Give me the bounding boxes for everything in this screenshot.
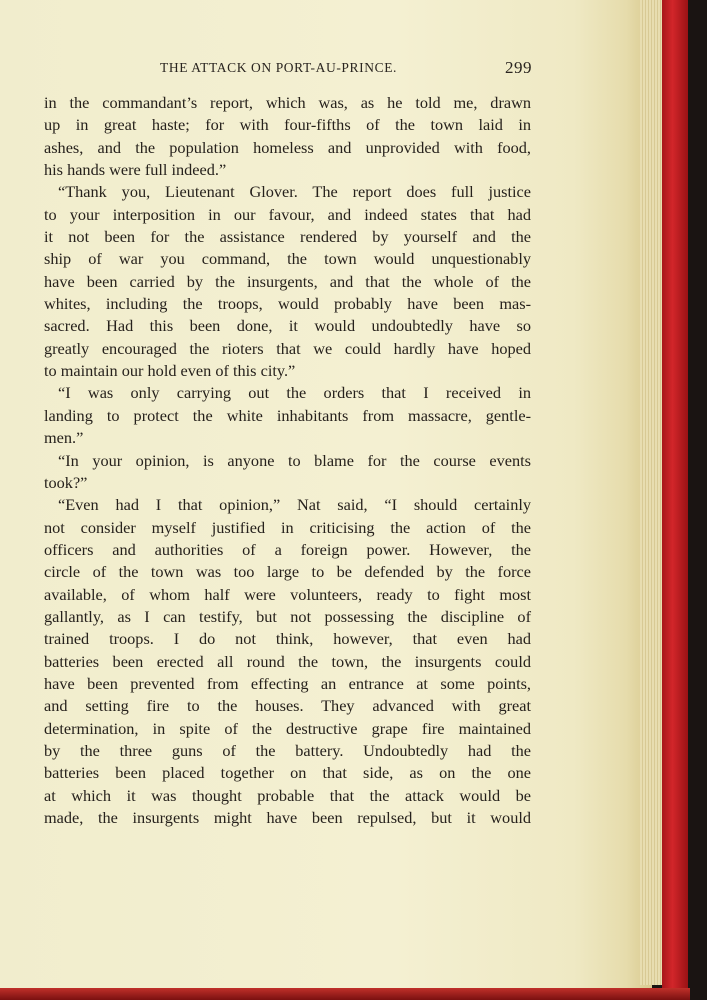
text-line: up in great haste; for with four-fifths of the town laid in [44, 115, 531, 135]
text-line: batteries been placed together on that side, as on the one [44, 763, 531, 783]
text-line: circle of the town was too large to be defended by the force [44, 562, 531, 582]
text-line: batteries been erected all round the town, the insurgents could [44, 651, 531, 671]
text-line: at which it was thought probable that the attack would be [44, 785, 531, 805]
text-line: men.” [44, 428, 84, 448]
text-line: ship of war you command, the town would unquestionably [44, 249, 531, 269]
text-line: have been carried by the insurgents, and that the whole of the [44, 271, 531, 291]
text-line: determination, in spite of the destructive grape fire maintained [44, 718, 531, 738]
book-cover-edge [662, 0, 688, 995]
text-line: whites, including the troops, would probably have been mas- [44, 294, 531, 314]
text-line: “I was only carrying out the orders that I received in [58, 383, 531, 403]
text-line: trained troops. I do not think, however, that even had [44, 629, 531, 649]
text-line: sacred. Had this been done, it would undoubtedly have so [44, 316, 531, 336]
text-line: to maintain our hold even of this city.” [44, 361, 296, 381]
text-line: it not been for the assistance rendered by yourself and the [44, 227, 531, 247]
text-line: greatly encouraged the rioters that we could hardly have hoped [44, 338, 531, 358]
text-line: have been prevented from effecting an entrance at some points, [44, 673, 531, 693]
text-line: landing to protect the white inhabitants from massacre, gentle- [44, 405, 531, 425]
text-line: “In your opinion, is anyone to blame for the course events [58, 450, 531, 470]
text-line: officers and authorities of a foreign power. However, the [44, 539, 531, 559]
page-body-text [44, 92, 531, 829]
text-line: took?” [44, 472, 88, 492]
text-line: not consider myself justified in criticising the action of the [44, 517, 531, 537]
text-line: and setting fire to the houses. They advanced with great [44, 696, 531, 716]
text-line: by the three guns of the battery. Undoubtedly had the [44, 740, 531, 760]
text-line: to your interposition in our favour, and indeed states that had [44, 204, 531, 224]
text-line: made, the insurgents might have been repulsed, but it would [44, 808, 531, 827]
text-line: his hands were full indeed.” [44, 160, 227, 180]
running-title: THE ATTACK ON PORT-AU-PRINCE. [160, 60, 398, 75]
text-line: “Even had I that opinion,” Nat said, “I should certainly [58, 495, 531, 515]
text-line: available, of whom half were volunteers, ready to fight most [44, 584, 531, 604]
book-cover-bottom [0, 988, 690, 1000]
text-line: ashes, and the population homeless and unprovided with food, [44, 137, 531, 157]
text-line: “Thank you, Lieutenant Glover. The report does full justice [58, 182, 531, 202]
page-number: 299 [505, 58, 532, 77]
text-line: in the commandant’s report, which was, as he told me, drawn [44, 93, 531, 112]
text-line: gallantly, as I can testify, but not possessing the discipline of [44, 606, 531, 626]
running-header [160, 60, 532, 76]
